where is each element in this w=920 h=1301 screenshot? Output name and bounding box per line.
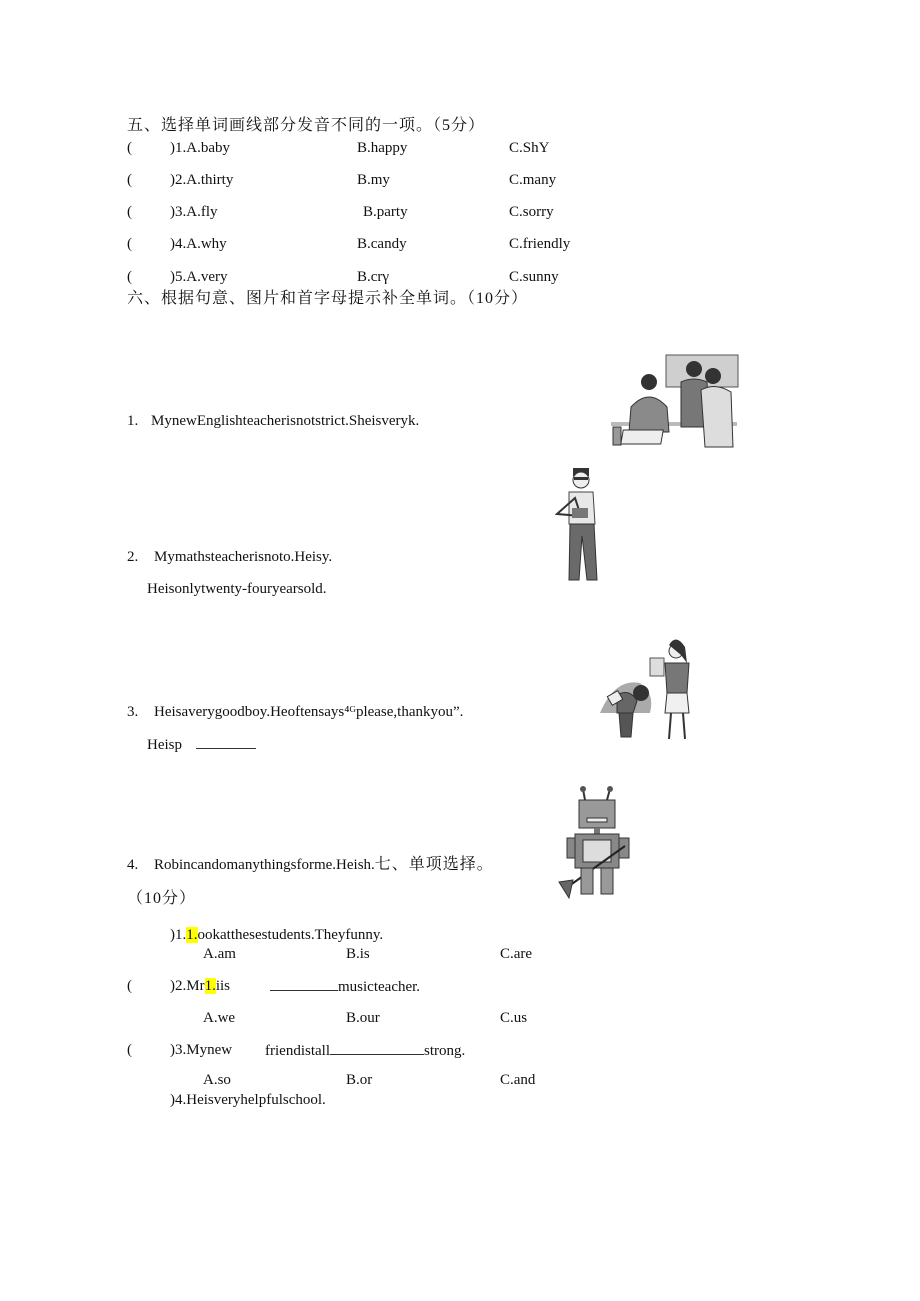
option-c: C.ShY [509,140,550,156]
section6-item-1-text: MynewEnglishteacherisnotstrict.Sheisveryk. [151,413,420,429]
answer-paren[interactable]: ( [127,204,132,220]
boy-bowing-to-woman-illustration [595,633,695,743]
question-rest: friendistall [265,1043,330,1059]
option-c[interactable]: C.us [500,1010,528,1026]
answer-blank[interactable] [196,735,256,749]
highlighted-text: 1. [186,927,198,943]
question-prefix: )1. [170,927,187,943]
young-man-teacher-illustration [555,464,607,586]
robot-sweeping-illustration [557,786,635,902]
question-prefix: )3.Mynew [170,1042,233,1058]
option-c: C.friendly [509,236,571,252]
option-c: C.sunny [509,269,559,285]
question-prefix: )2.Mr [170,978,205,994]
section6-item-3-number: 3. [127,704,139,720]
option-a: )4.A.why [170,236,227,252]
option-a: )5.A.very [170,269,228,285]
section6-heading: 六、根据句意、图片和首字母提示补全单词。（10分） [127,290,529,307]
question-after-blank [270,977,420,996]
answer-paren[interactable]: ( [127,269,132,285]
section6-item-4-sentence: Robincandomanythingsforme.Heish. [154,857,375,873]
section6-item-2-number: 2. [127,549,139,565]
answer-paren[interactable]: ( [127,236,132,252]
question-after-blank [265,1041,465,1060]
word-hint: Heisp [147,737,182,753]
answer-blank[interactable] [270,977,338,991]
section6-item-3-text: Heisaverygoodboy.Heoftensays⁴ᴳplease,thankyou”. [154,704,464,720]
section6-item-1-number: 1. [127,413,139,429]
option-b: B.happy [357,140,408,156]
teacher-with-students-illustration [609,352,739,449]
answer-blank[interactable] [330,1041,424,1055]
option-c[interactable]: C.are [500,946,533,962]
section6-item-2-text-line2: Heisonlytwenty-fouryearsold. [147,581,327,597]
option-c: C.many [509,172,557,188]
section6-item-3-text-line2 [147,735,256,754]
question-text [170,977,230,995]
option-c: C.sorry [509,204,554,220]
answer-paren[interactable]: ( [127,1042,132,1058]
section6-item-4-number: 4. [127,857,139,873]
question-text: )4.Heisveryhelpfulschool. [170,1092,326,1108]
option-b[interactable]: B.our [346,1010,380,1026]
option-b[interactable]: B.or [346,1072,373,1088]
section7-score: （10分） [127,890,197,907]
answer-paren[interactable]: ( [127,172,132,188]
section5-heading: 五、选择单词画线部分发音不同的一项。（5分） [127,117,486,134]
option-c[interactable]: C.and [500,1072,536,1088]
question-text [170,926,383,944]
option-a[interactable]: A.am [203,946,236,962]
option-a: )1.A.baby [170,140,230,156]
option-b: B.party [363,204,408,220]
section7-heading: 七、单项选择。 [374,856,494,873]
highlighted-text: 1. [204,978,216,994]
option-a[interactable]: A.so [203,1072,231,1088]
question-tail: strong. [423,1043,466,1059]
option-b: B.crγ [357,269,390,285]
question-tail: musicteacher. [338,979,421,995]
question-rest: ookatthesestudents.Theyfunny. [197,927,384,943]
option-a: )2.A.thirty [170,172,234,188]
section6-item-4-text [154,856,494,874]
option-a[interactable]: A.we [203,1010,236,1026]
answer-paren[interactable]: ( [127,978,132,994]
option-a: )3.A.fly [170,204,218,220]
option-b: B.candy [357,236,407,252]
option-b[interactable]: B.is [346,946,370,962]
answer-paren[interactable]: ( [127,140,132,156]
question-rest: iis [215,978,231,994]
option-b: B.my [357,172,390,188]
section6-item-2-text: Mymathsteacherisnoto.Heisy. [154,549,333,565]
